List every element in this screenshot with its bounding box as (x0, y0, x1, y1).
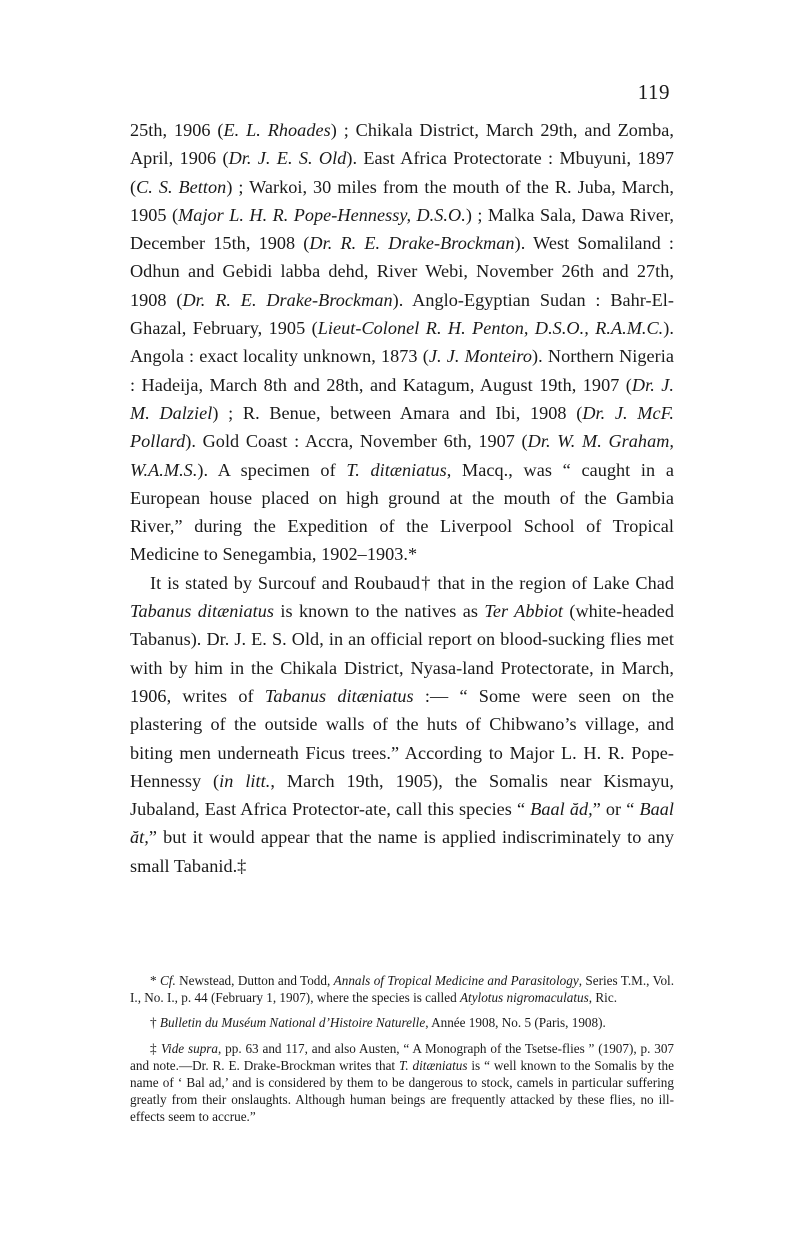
text-run: is “ well known to the Somalis by the name of ‘ Bal ad,’ and is considered by them to be dangerous to stock, camels in particular suffering greatly from their onslaughts. Although human beings are frequently attacked by these flies, no ill-effects seem to accrue.” (130, 1057, 674, 1125)
italic-run: Cf. (160, 973, 176, 988)
text-run: † (150, 1015, 160, 1031)
page-number: 119 (637, 80, 670, 104)
text-run: ). Anglo-Egyptian Sudan : Bahr-El-Ghazal, February, 1905 ( (130, 289, 674, 339)
paragraph-localities (130, 116, 674, 569)
text-run: ‡ (150, 1040, 161, 1056)
italic-run: E. L. Rhoades (223, 120, 331, 140)
text-run: is known to the natives as (274, 601, 485, 622)
italic-run: T. ditæniatus (398, 1057, 468, 1073)
italic-run: T. ditæniatus (346, 459, 447, 480)
text-run: ) ; R. Benue, between Amara and Ibi, 1908 ( (212, 402, 583, 423)
italic-run: Dr. J. E. S. Old (228, 148, 347, 169)
footnotes (130, 972, 674, 1134)
text-run: * (150, 973, 160, 988)
italic-run: Dr. J. McF. Pollard (130, 402, 674, 452)
italic-run: Annals of Tropical Medicine and Parasitology (333, 973, 579, 988)
text-run: ). A specimen of (197, 459, 347, 480)
text-run: ) ; Chikala District, March 29th, and Zomba, April, 1906 ( (130, 120, 674, 169)
text-run: , March 19th, 1905), the Somalis near Kismayu, Jubaland, East Africa Protector-ate, call this species “ (130, 770, 674, 820)
italic-run: Lieut-Colonel R. H. Penton, D.S.O., R.A.M.C. (317, 318, 664, 339)
text-run: It is stated by Surcouf and Roubaud† that in the region of Lake Chad (150, 572, 674, 593)
text-run: , pp. 63 and 117, and also Austen, “ A Monograph of the Tsetse-flies ” (1907), p. 307 and note.—Dr. R. E. Drake-Brockman writes that (130, 1040, 675, 1073)
italic-run: Dr. R. E. Drake-Brockman (309, 233, 515, 254)
italic-run: Vide supra (160, 1040, 219, 1056)
text-run: ) ; Warkoi, 30 miles from the mouth of the R. Juba, March, 1905 ( (130, 176, 674, 225)
italic-run: Tabanus ditæniatus (130, 601, 275, 622)
paragraph-native-names (130, 569, 674, 880)
main-text (130, 116, 674, 880)
text-run: ). West Somaliland : Odhun and Gebidi labba dehd, River Webi, November 26th and 27th, 1908 ( (130, 233, 675, 310)
text-run: ). Northern Nigeria : Hadeija, March 8th and 28th, and Katagum, August 19th, 1907 ( (130, 346, 674, 395)
italic-run: Major L. H. R. Pope-Hennessy, D.S.O. (178, 204, 466, 225)
text-run: 25th, 1906 ( (130, 120, 224, 140)
text-run: , Macq., was “ caught in a European house placed on high ground at the mouth of the Gambia River,” during the Expedition of the Liverpool School of Tropical Medicine to Senegambia, 1902–1903.* (130, 459, 674, 565)
italic-run: Atylotus nigromaculatus (459, 990, 589, 1006)
text-run: , Ric. (588, 990, 618, 1006)
footnote-double-dagger (130, 1040, 674, 1126)
italic-run: C. S. Betton (136, 176, 227, 197)
footnote-asterisk (130, 972, 674, 1006)
text-run: , Series T.M., Vol. I., No. I., p. 44 (February 1, 1907), where the species is called (130, 973, 675, 1006)
text-run: :— “ Some were seen on the plastering of the outside walls of the huts of Chibwano’s village, and biting men underneath Ficus trees.” According to Major L. H. R. Pope-Hennessy ( (130, 685, 675, 791)
footnote-dagger (130, 1014, 674, 1031)
text-run: ” but it would appear that the name is applied indiscriminately to any small Tabanid.‡ (130, 827, 674, 876)
italic-run: Dr. J. M. Dalziel (130, 374, 674, 423)
text-run: (white-headed Tabanus). Dr. J. E. S. Old, in an official report on blood-sucking flies met with by him in the Chikala District, Nyasa-land Protectorate, in March, 1906, writes of (130, 601, 675, 706)
text-run: ). Gold Coast : Accra, November 6th, 1907 ( (185, 431, 528, 452)
text-run: ). East Africa Protectorate : Mbuyuni, 1897 ( (130, 148, 674, 197)
italic-run: in litt. (219, 770, 271, 791)
text-run: ) ; Malka Sala, Dawa River, December 15th, 1908 ( (130, 204, 675, 254)
text-run: Newstead, Dutton and Todd, (175, 973, 334, 988)
italic-run: Dr. W. M. Graham, W.A.M.S. (130, 431, 674, 480)
text-run: ). Angola : exact locality unknown, 1873 ( (130, 318, 675, 367)
italic-run: J. J. Monteiro (428, 346, 533, 367)
italic-run: Baal ăd, (530, 799, 593, 820)
italic-run: Tabanus ditæniatus (264, 685, 414, 706)
italic-run: Baal ăt, (130, 799, 674, 848)
italic-run: Dr. R. E. Drake-Brockman (182, 289, 393, 310)
text-run: ” or “ (592, 799, 640, 820)
text-run: , Année 1908, No. 5 (Paris, 1908). (425, 1015, 606, 1031)
italic-run: Ter Abbiot (484, 601, 563, 622)
italic-run: Bulletin du Muséum National d’Histoire Naturelle (159, 1015, 426, 1031)
